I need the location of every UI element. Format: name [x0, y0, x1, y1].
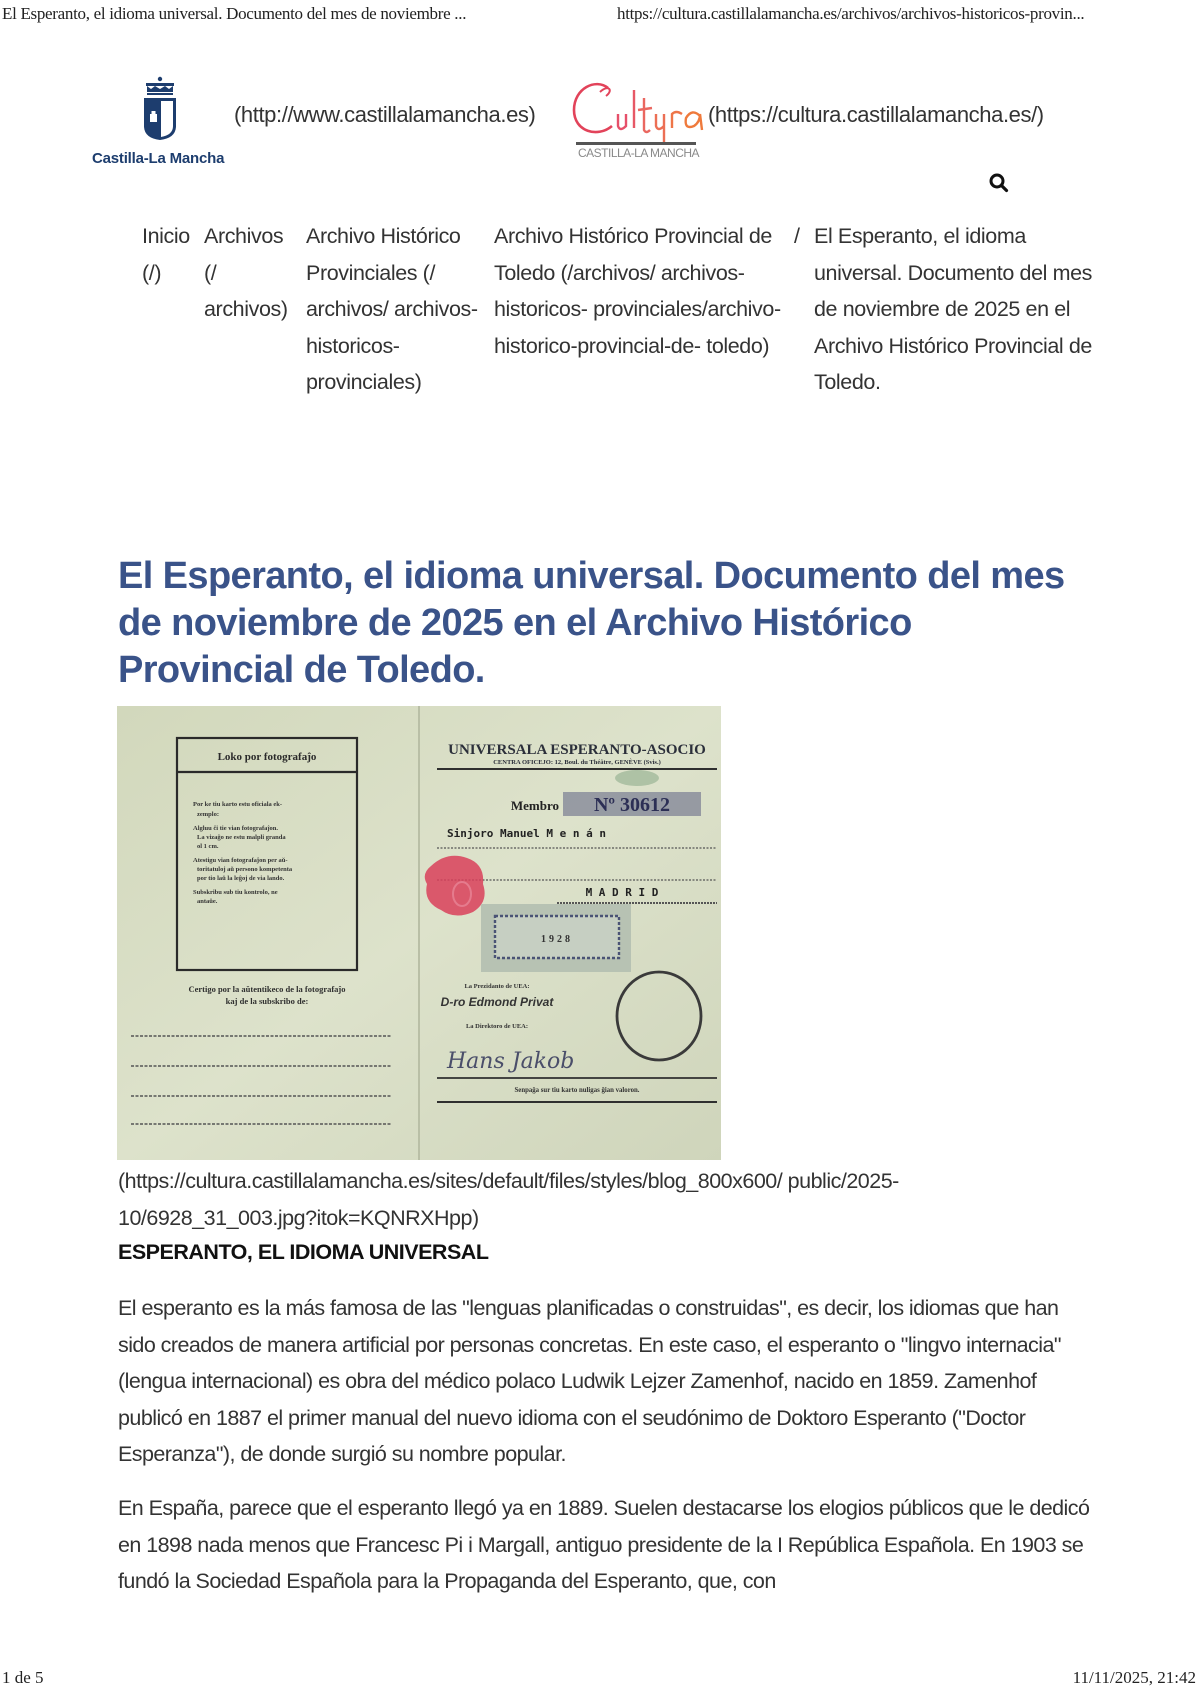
article-image-link[interactable] [117, 706, 721, 1160]
jccm-link[interactable]: (http://www.castillalamancha.es) [234, 102, 536, 127]
cultura-logo-rule [576, 142, 696, 145]
svg-text:kaj de la subskribo de:: kaj de la subskribo de: [225, 996, 309, 1006]
svg-text:Senpaĝa sur tiu karto nuligas: Senpaĝa sur tiu karto nuligas ĝian valoron. [514, 1087, 640, 1094]
svg-text:toritatuloj aŭ persono kompete: toritatuloj aŭ persono kompetenta [197, 866, 293, 873]
breadcrumb-item-inicio[interactable]: Inicio (/) [142, 224, 190, 285]
jccm-coat-of-arms-icon [142, 76, 178, 142]
svg-text:Atestigu vian fotografaĵon per: Atestigu vian fotografaĵon per aŭ- [193, 857, 288, 864]
cultura-logo-subtitle: CASTILLA-LA MANCHA [578, 146, 700, 160]
svg-text:CENTRA OFICEJO: 12, Boul. du T: CENTRA OFICEJO: 12, Boul. du Théâtre, GENÈVE (Svis.) [493, 759, 661, 766]
svg-text:Certigo por la aŭtentikeco de: Certigo por la aŭtentikeco de la fotografaĵo [188, 984, 346, 994]
image-caption-link[interactable]: (https://cultura.castillalamancha.es/sites/default/files/styles/blog_800x600/ public/2025-10/6928_31_003.jpg?itok=KQNRXHpp) [118, 1169, 899, 1230]
cultura-link[interactable]: (https://cultura.castillalamancha.es/) [708, 102, 1044, 127]
print-header-title: El Esperanto, el idioma universal. Documento del mes de noviembre ... [2, 4, 467, 23]
svg-text:La Direktoro de UEA:: La Direktoro de UEA: [465, 1023, 529, 1030]
site-header [90, 70, 1110, 170]
print-footer [0, 1668, 1200, 1692]
jccm-logo-text: Castilla-La Mancha [92, 150, 225, 167]
svg-text:Algluu ĉi tie vian fotografaĵo: Algluu ĉi tie vian fotografaĵon. [193, 825, 279, 832]
breadcrumb-current: El Esperanto, el idioma universal. Documento del mes de noviembre de 2025 en el Archivo Histórico Provincial de Toledo. [814, 224, 1092, 394]
article-paragraph: El esperanto es la más famosa de las "lenguas planificadas o construidas", es decir, los idiomas que han sido creados de manera artificial por personas concretas. En este caso, el esperanto o "lingvo internacia" (lengua internacional) es obra del médico polaco Ludwik Lejzer Zamenhof, nacido en 1859. Zamenhof publicó en 1887 el primer manual del nuevo idioma con el seudónimo de Doktoro Esperanto ("Doctor Esperanza"), de donde surgió su nombre popular. [118, 1296, 1061, 1466]
svg-text:zemplo:: zemplo: [197, 811, 220, 818]
page-title: El Esperanto, el idioma universal. Documento del mes de noviembre de 2025 en el Archivo Histórico Provincial de Toledo. [118, 555, 1065, 691]
svg-text:1928: 1928 [541, 934, 573, 945]
print-header-url: https://cultura.castillalamancha.es/archivos/archivos-historicos-provin... [617, 4, 1085, 23]
print-datetime: 11/11/2025, 21:42 [1072, 1668, 1196, 1687]
section-title: ESPERANTO, EL IDIOMA UNIVERSAL [118, 1240, 489, 1264]
jccm-logo-link[interactable] [90, 76, 230, 168]
svg-text:Loko por fotografaĵo: Loko por fotografaĵo [217, 751, 317, 763]
cultura-logo-icon [568, 76, 708, 146]
svg-text:Hans Jakob: Hans Jakob [447, 1049, 575, 1074]
page-counter: 1 de 5 [2, 1668, 44, 1687]
svg-text:Sinjoro Manuel M e n á n: Sinjoro Manuel M e n á n [447, 827, 606, 840]
svg-text:por tio laŭ la leĝoj de via la: por tio laŭ la leĝoj de via lando. [197, 875, 285, 882]
search-button[interactable] [988, 172, 1012, 196]
article-paragraph: En España, parece que el esperanto llegó ya en 1889. Suelen destacarse los elogios públicos que le dedicó en 1898 nada menos que Francesc Pi i Margall, antiguo presidente de la I República Española. En 1903 se fundó la Sociedad Española para la Propaganda del Esperanto, que, con [118, 1496, 1090, 1593]
svg-text:antaŭe.: antaŭe. [197, 898, 218, 905]
svg-text:La vizaĝo ne estu malpli grand: La vizaĝo ne estu malpli granda [197, 834, 286, 841]
breadcrumb-item-archivo-toledo[interactable]: Archivo Histórico Provincial de Toledo (/archivos/ archivos-historicos- provinciales/archivo- historico-provincial-de- toledo) [494, 224, 781, 358]
svg-text:UNIVERSALA ESPERANTO-ASOCIO: UNIVERSALA ESPERANTO-ASOCIO [448, 742, 706, 758]
esperanto-membership-card-image [117, 706, 721, 1160]
breadcrumb-item-archivos-historicos-provinciales[interactable]: Archivo Histórico Provinciales (/ archivos/ archivos- historicos- provinciales) [306, 224, 478, 394]
print-header [0, 0, 1200, 34]
svg-text:Subskribu sub tiu kontrolo, ne: Subskribu sub tiu kontrolo, ne [193, 889, 278, 896]
breadcrumb-separator: / [794, 224, 800, 248]
search-icon [988, 172, 1010, 194]
breadcrumb-item-archivos[interactable]: Archivos (/ archivos) [204, 224, 288, 321]
svg-text:D-ro Edmond Privat: D-ro Edmond Privat [440, 995, 554, 1009]
cultura-logo-link[interactable] [568, 76, 708, 166]
svg-text:Por ke tiu karto estu oficiala: Por ke tiu karto estu oficiala ek- [193, 801, 283, 808]
svg-text:Nº 30612: Nº 30612 [593, 794, 671, 816]
svg-text:La Prezidanto de UEA:: La Prezidanto de UEA: [464, 983, 530, 990]
svg-text:ol 1 cm.: ol 1 cm. [197, 843, 219, 850]
svg-text:M A D R I D: M A D R I D [585, 886, 659, 899]
svg-text:Membro: Membro [510, 798, 559, 813]
